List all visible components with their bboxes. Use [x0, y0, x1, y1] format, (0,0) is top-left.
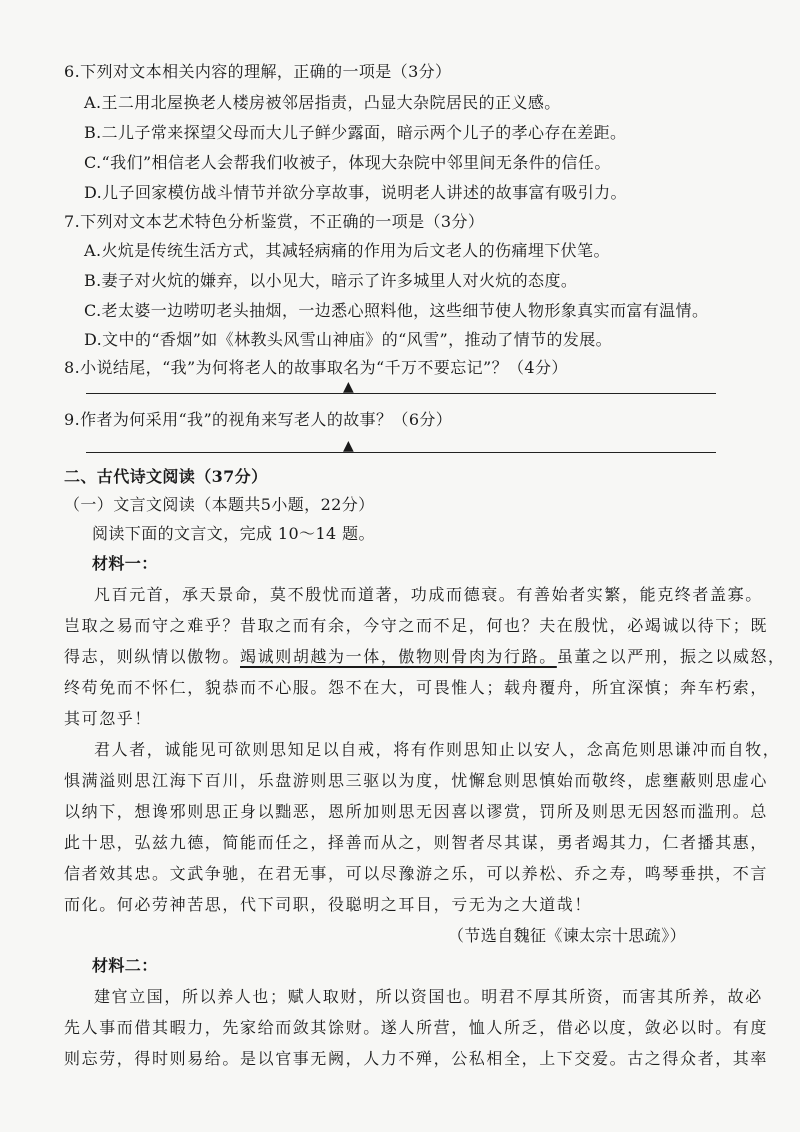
q8-stem: 8.小说结尾，“我”为何将老人的故事取名为“千万不要忘记”？（4分） — [64, 358, 568, 377]
material1-p1-line: 其可忽乎！ — [64, 709, 153, 728]
material2-p1-line: 建官立国，所以养人也；赋人取财，所以资国也。明君不厚其所资，而害其所养，故必 — [94, 987, 763, 1006]
q7-option-d: D.文中的“香烟”如《林教头风雪山神庙》的“风雪”，推动了情节的发展。 — [84, 330, 613, 349]
material1-p2-line: 此十思，弘兹九德，简能而任之，择善而从之，则智者尽其谋，勇者竭其力，仁者播其惠， — [64, 833, 769, 852]
material1-label: 材料一： — [92, 554, 158, 573]
section-2-instruction: 阅读下面的文言文，完成 10～14 题。 — [92, 524, 375, 543]
section-2-title: 二、古代诗文阅读（37分） — [64, 467, 268, 486]
material1-p2-line: 惧满溢则思江海下百川，乐盘游则思三驱以为度，忧懈怠则思慎始而敬终，虑壅蔽则思虚心 — [64, 771, 769, 790]
q6-option-a: A.王二用北屋换老人楼房被邻居指责，凸显大杂院居民的正义感。 — [84, 93, 561, 112]
q8-answer-mark: ▲ — [343, 379, 354, 395]
q7-stem: 7.下列对文本艺术特色分析鉴赏，不正确的一项是（3分） — [64, 212, 485, 231]
q6-option-c: C.“我们”相信老人会帮我们收被子，体现大杂院中邻里间无条件的信任。 — [84, 153, 611, 172]
q6-stem: 6.下列对文本相关内容的理解，正确的一项是（3分） — [64, 62, 452, 81]
q9-answer-line — [86, 452, 716, 453]
q9-answer-mark: ▲ — [343, 438, 354, 454]
material2-label: 材料二： — [92, 956, 158, 975]
material1-p1-line: 终苟免而不怀仁，貌恭而不心服。怨不在大，可畏惟人；载舟覆舟，所宜深慎；奔车朽索， — [64, 678, 769, 697]
material2-p1-line: 先人事而借其暇力，先家给而敛其馀财。遂人所营，恤人所乏，借必以度，敛必以时。有度 — [64, 1018, 769, 1037]
material1-underlined-sentence: 竭诚则胡越为一体，傲物则骨肉为行路。 — [240, 647, 557, 666]
q7-option-a: A.火炕是传统生活方式，其减轻病痛的作用为后文老人的伤痛埋下伏笔。 — [84, 241, 610, 260]
q7-option-b: B.妻子对火炕的嫌弃，以小见大，暗示了许多城里人对火炕的态度。 — [84, 271, 578, 290]
material1-text: 虽董之以严刑，振之以威怒， — [556, 647, 786, 666]
material1-p2-line: 以纳下，想谗邪则思正身以黜恶，恩所加则思无因喜以谬赏，罚所及则思无因怒而滥刑。总 — [64, 802, 769, 821]
material1-text: 得志，则纵情以傲物。 — [64, 647, 241, 666]
material2-p1-line: 则忘劳，得时则易给。是以官事无阙，人力不殚，公私相全，上下交爱。古之得众者，其率 — [64, 1049, 769, 1068]
material1-source: （节选自魏征《谏太宗十思疏》） — [448, 926, 687, 945]
material1-p1-line: 岂取之易而守之难乎？昔取之而有余，今守之而不足，何也？夫在殷忧，必竭诚以待下；既 — [64, 616, 769, 635]
material1-p2-line: 而化。何必劳神苦思，代下司职，役聪明之耳目，亏无为之大道哉！ — [64, 895, 593, 914]
material1-p2-line: 信者效其忠。文武争驰，在君无事，可以尽豫游之乐，可以养松、乔之寿，鸣琴垂拱，不言 — [64, 864, 769, 883]
material1-p1-line: 凡百元首，承天景命，莫不殷忧而道著，功成而德衰。有善始者实繁，能克终者盖寡。 — [94, 585, 763, 604]
q9-stem: 9.作者为何采用“我”的视角来写老人的故事？（6分） — [64, 410, 453, 429]
section-2-sub1: （一）文言文阅读（本题共5小题，22分） — [64, 495, 375, 514]
material1-p1-line — [64, 646, 786, 668]
q8-answer-line — [86, 393, 716, 394]
q6-option-d: D.儿子回家模仿战斗情节并欲分享故事，说明老人讲述的故事富有吸引力。 — [84, 183, 627, 202]
q7-option-c: C.老太婆一边唠叨老头抽烟，一边悉心照料他，这些细节使人物形象真实而富有温情。 — [84, 301, 709, 320]
material1-p2-line: 君人者，诚能见可欲则思知足以自戒，将有作则思知止以安人，念高危则思谦冲而自牧， — [94, 740, 781, 759]
q6-option-b: B.二儿子常来探望父母而大儿子鲜少露面，暗示两个儿子的孝心存在差距。 — [84, 123, 627, 142]
